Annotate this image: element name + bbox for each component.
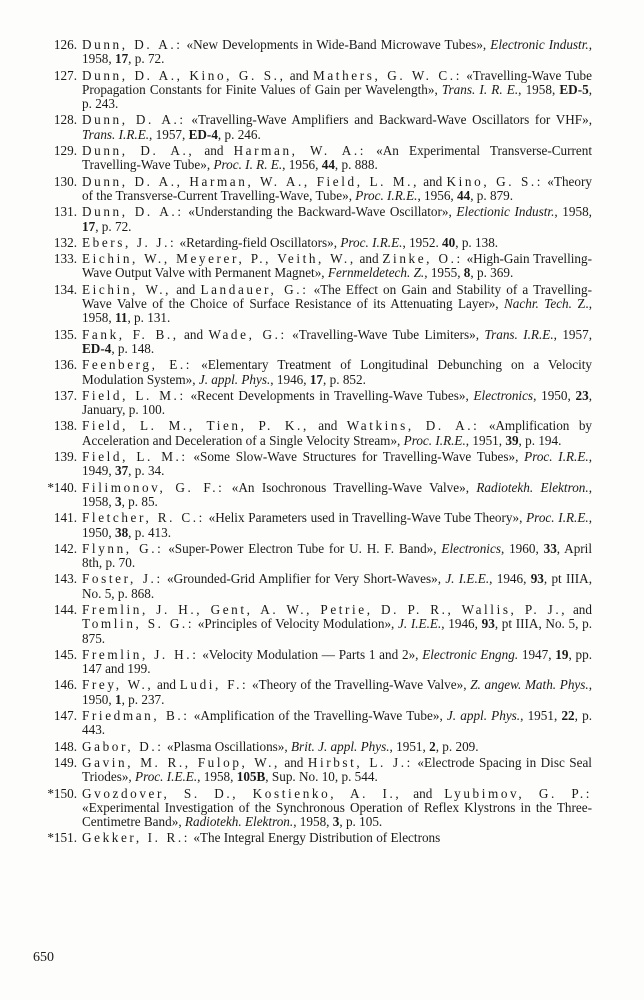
reference-text: , pt IIIA, No. 5, p. 875. <box>82 616 593 646</box>
reference-text: «Velocity Modulation — Parts 1 and 2», <box>198 646 423 662</box>
reference-number: 149. <box>53 754 77 770</box>
reference-entry <box>0 450 644 479</box>
reference-volume: 93 <box>481 616 495 632</box>
reference-authors: Field, L. M.: <box>82 449 188 465</box>
reference-text: «Electrode Spacing in Disc Seal Triodes», <box>82 754 592 785</box>
reference-journal: Proc. I.R.E. <box>340 234 403 250</box>
reference-volume: 105B <box>236 769 266 785</box>
reference-authors: Lyubimov, G. P.: <box>444 785 592 801</box>
reference-authors: Gekker, I. R.: <box>82 830 191 846</box>
reference-number: 135. <box>53 326 77 342</box>
reference-journal: J. I.E.E. <box>398 616 442 632</box>
reference-entry <box>0 787 644 830</box>
reference-text: , pt IIIA, No. 5, p. 868. <box>82 571 592 601</box>
reference-volume: 19 <box>555 646 569 662</box>
reference-text: , p. 237. <box>121 691 165 707</box>
reference-volume: 3 <box>332 814 340 830</box>
reference-text: «Super-Power Electron Tube for U. H. F. Band», <box>163 540 442 556</box>
reference-text: and <box>171 281 201 297</box>
reference-text: and <box>401 785 445 801</box>
reference-journal: Trans. I.R.E. <box>82 126 150 142</box>
reference-volume: 44 <box>457 187 471 203</box>
reference-volume: 40 <box>442 234 456 250</box>
reference-text: «The Integral Energy Distribution of Electrons <box>190 830 441 846</box>
reference-authors: Dunn, D. A., <box>82 143 195 159</box>
reference-entry <box>0 283 644 326</box>
reference-volume: 33 <box>543 540 557 556</box>
reference-text: , 1946, <box>270 371 310 387</box>
reference-journal: J. I.E.E. <box>445 571 490 587</box>
reference-text: , p. 138. <box>455 234 499 250</box>
reference-text: , 1956, <box>417 187 457 203</box>
reference-entry <box>0 69 644 112</box>
reference-text: , Sup. No. 10, p. 544. <box>265 769 378 785</box>
reference-number: 133. <box>53 251 77 267</box>
reference-text: and <box>567 601 592 617</box>
reference-text: «An Isochronous Travelling-Wave Valve», <box>224 479 477 495</box>
reference-number: 139. <box>53 449 77 465</box>
reference-text: , p. 369. <box>470 265 514 281</box>
reference-journal: J. appl. Phys. <box>198 371 271 387</box>
reference-journal: Proc. I.R.E. <box>355 187 418 203</box>
reference-text: , p. 72. <box>128 51 165 67</box>
reference-text: , p. 72. <box>95 218 132 234</box>
reference-authors: Tomlin, S. G.: <box>82 616 195 632</box>
reference-text: , p. 888. <box>334 157 378 173</box>
reference-entry <box>0 511 644 540</box>
reference-journal: Electronics <box>473 387 534 403</box>
reference-journal: Trans. I. R. E. <box>441 81 519 97</box>
reference-text: «Elementary Treatment of Longitudinal Debunching on a Velocity Modulation System», <box>82 357 592 387</box>
reference-text: , p. 34. <box>128 463 165 479</box>
reference-text: , p. 443. <box>82 708 592 738</box>
reference-volume: ED-4 <box>188 126 218 142</box>
reference-text: «Grounded-Grid Amplifier for Very Short-Waves», <box>162 571 446 587</box>
page-number: 650 <box>33 950 54 965</box>
reference-entry <box>0 481 644 510</box>
reference-number: 130. <box>53 173 77 189</box>
reference-journal: Electronics <box>441 540 501 556</box>
reference-text: , 1951, <box>465 432 506 448</box>
reference-journal: Radiotekh. Elektron. <box>476 479 589 495</box>
reference-text: , p. 148. <box>111 340 155 356</box>
reference-number: 142. <box>53 540 77 556</box>
reference-number: 146. <box>53 677 77 693</box>
reference-number: 134. <box>53 281 77 297</box>
reference-text: , 1958, <box>518 81 560 97</box>
reference-authors: Fank, F. B., <box>82 326 179 342</box>
reference-text: , 1950, <box>533 387 576 403</box>
reference-text: «Principles of Velocity Modulation», <box>194 616 399 632</box>
reference-text: «Helix Parameters used in Travelling-Wave Tube Theory», <box>204 510 527 526</box>
reference-entry <box>0 419 644 448</box>
reference-journal: Radiotekh. Elektron. <box>184 814 294 830</box>
reference-text: and <box>418 173 447 189</box>
reference-authors: Gabor, D.: <box>82 738 164 754</box>
reference-entry <box>0 740 644 754</box>
reference-volume: 37 <box>114 463 129 479</box>
reference-entry <box>0 648 644 677</box>
reference-text: and <box>355 251 383 267</box>
reference-entry <box>0 38 644 67</box>
reference-authors: Wade, G.: <box>208 326 287 342</box>
reference-journal: Fernmeldetech. Z. <box>327 265 425 281</box>
reference-journal: Proc. I.R.E. <box>403 432 466 448</box>
reference-volume: 17 <box>114 51 129 67</box>
reference-text: Z., 1958, <box>82 296 593 326</box>
reference-authors: Friedman, B.: <box>82 708 190 724</box>
reference-number: 137. <box>53 387 77 403</box>
reference-list <box>0 38 644 848</box>
reference-journal: Brit. J. appl. Phys. <box>291 738 390 754</box>
reference-volume: 39 <box>505 432 519 448</box>
reference-entry <box>0 328 644 357</box>
reference-entry <box>0 542 644 571</box>
reference-text: , January, p. 100. <box>82 387 592 418</box>
reference-text: , 1955, <box>424 265 464 281</box>
reference-text: «Retarding-field Oscillators», <box>176 234 341 250</box>
reference-number: *151. <box>47 830 77 846</box>
reference-authors: Foster, J.: <box>82 571 163 587</box>
reference-number: 136. <box>53 357 77 373</box>
reference-text: «The Effect on Gain and Stability of a Travelling-Wave Valve of the Choice of Surface Resistance of its Attenuating Layer», <box>82 281 593 312</box>
reference-text: , p. 243. <box>82 81 592 112</box>
reference-text: , 1957, <box>149 126 189 142</box>
reference-entry <box>0 756 644 785</box>
reference-authors: Landauer, G.: <box>200 281 309 297</box>
reference-journal: Nachr. Tech. <box>504 296 572 312</box>
reference-authors: Hirbst, L. J.: <box>307 754 413 770</box>
reference-journal: Proc. I. R. E. <box>213 157 283 173</box>
reference-entry <box>0 389 644 418</box>
reference-text: 1947, <box>518 646 556 662</box>
reference-text: , 1958, <box>82 37 592 67</box>
reference-text: , p. 131. <box>127 310 171 326</box>
reference-authors: Ludi, F.: <box>179 677 249 693</box>
reference-entry <box>0 113 644 142</box>
reference-text: , 1958, <box>554 204 592 220</box>
reference-authors: Gavin, M. R., Fulop, W., <box>82 754 280 770</box>
reference-text: , 1958, <box>293 814 333 830</box>
reference-authors: Watkins, D. A.: <box>346 418 480 434</box>
reference-authors: Dunn, D. A.: <box>82 204 184 220</box>
reference-text: , 1951, <box>520 708 562 724</box>
reference-text: , p. 194. <box>518 432 562 448</box>
reference-volume: 17 <box>309 371 324 387</box>
reference-text: , 1951, <box>389 738 430 754</box>
reference-journal: Proc. I.E.E. <box>135 769 198 785</box>
reference-text: , p. 209. <box>435 738 479 754</box>
reference-text: , 1946, <box>441 616 482 632</box>
reference-text: «Understanding the Backward-Wave Oscillator», <box>183 204 457 220</box>
reference-authors: Eichin, W., <box>82 281 172 297</box>
reference-text: , 1950, <box>82 510 592 540</box>
reference-number: 147. <box>53 708 77 724</box>
reference-entry <box>0 252 644 281</box>
reference-text: «Travelling-Wave Tube Propagation Constants for Finite Values of Gain per Wavelength», <box>82 67 592 97</box>
reference-journal: Proc. I.R.E. <box>526 510 589 526</box>
reference-text: «Theory of the Travelling-Wave Valve», <box>248 677 471 693</box>
reference-text: , pp. 147 and 199. <box>82 646 593 677</box>
reference-authors: Eichin, W., Meyerer, P., Veith, W., <box>82 251 356 267</box>
reference-volume: 8 <box>463 265 471 281</box>
reference-text: , April 8th, p. 70. <box>82 540 593 571</box>
reference-journal: Z. angew. Math. Phys. <box>470 677 589 693</box>
reference-authors: Fletcher, R. C.: <box>82 510 205 526</box>
reference-number: 148. <box>53 738 77 754</box>
reference-journal: Proc. I.R.E. <box>524 449 589 465</box>
reference-text: and <box>153 677 180 693</box>
reference-number: 141. <box>53 510 77 526</box>
reference-authors: Dunn, D. A.: <box>82 112 186 128</box>
reference-text: , 1950, <box>82 677 593 707</box>
reference-entry <box>0 236 644 250</box>
reference-text: and <box>308 418 347 434</box>
reference-authors: Ebers, J. J.: <box>82 234 177 250</box>
reference-text: , 1960, <box>500 540 544 556</box>
reference-text: , p. 879. <box>470 187 514 203</box>
reference-authors: Zinke, O.: <box>382 251 463 267</box>
reference-authors: Field, L. M.: <box>82 387 186 403</box>
reference-entry <box>0 144 644 173</box>
reference-text: «Plasma Oscillations», <box>163 738 291 754</box>
reference-text: «Theory of the Transverse-Current Travelling-Wave, Tube», <box>82 173 592 203</box>
reference-text: , p. 85. <box>121 493 158 509</box>
reference-volume: 2 <box>429 738 436 754</box>
reference-entry <box>0 358 644 387</box>
reference-text: , 1957, <box>553 326 593 342</box>
reference-volume: 22 <box>561 708 575 724</box>
reference-text: «High-Gain Travelling-Wave Output Valve with Permanent Magnet», <box>82 251 592 281</box>
reference-number: 144. <box>53 601 77 617</box>
reference-text: , 1946, <box>489 571 531 587</box>
reference-volume: ED-4 <box>82 340 112 356</box>
reference-number: 132. <box>53 234 77 250</box>
reference-entry <box>0 831 644 845</box>
reference-authors: Field, L. M., Tien, P. K., <box>82 418 309 434</box>
reference-entry <box>0 709 644 738</box>
reference-number: *150. <box>47 785 77 801</box>
reference-text: «Travelling-Wave Tube Limiters», <box>286 326 485 342</box>
reference-number: 143. <box>53 571 77 587</box>
reference-text: «An Experimental Transverse-Current Travelling-Wave Tube», <box>82 143 592 173</box>
reference-volume: 44 <box>321 157 335 173</box>
reference-volume: 93 <box>530 571 544 587</box>
reference-authors: Harman, W. A.: <box>233 143 367 159</box>
reference-volume: 17 <box>82 218 96 234</box>
reference-text: «Amplification by Acceleration and Deceleration of a Single Velocity Stream», <box>82 418 593 448</box>
reference-volume: 23 <box>575 387 589 403</box>
reference-authors: Fremlin, J. H., Gent, A. W., Petrie, D. P. R., Wallis, P. J., <box>82 601 568 617</box>
reference-text: , p. 105. <box>339 814 383 830</box>
reference-volume: 3 <box>114 493 122 509</box>
reference-number: 127. <box>53 67 77 83</box>
reference-text: «Some Slow-Wave Structures for Travelling-Wave Tubes», <box>187 449 525 465</box>
reference-authors: Dunn, D. A.: <box>82 37 183 52</box>
reference-text: and <box>279 754 308 770</box>
reference-journal: J. appl. Phys. <box>446 708 521 724</box>
reference-journal: Electionic Industr. <box>456 204 555 220</box>
reference-text: , 1958, <box>82 479 592 509</box>
reference-number: 145. <box>53 646 77 662</box>
reference-text: , 1956, <box>282 157 322 173</box>
reference-text: «Travelling-Wave Amplifiers and Backward-Wave Oscillators for VHF», <box>185 112 592 128</box>
reference-volume: ED-5 <box>559 81 589 97</box>
reference-authors: Kino, G. S.: <box>446 173 544 189</box>
reference-number: 126. <box>53 37 77 52</box>
reference-volume: 11 <box>114 310 128 326</box>
reference-volume: 1 <box>114 691 122 707</box>
reference-text: , 1949, <box>82 449 592 479</box>
reference-entry <box>0 603 644 646</box>
reference-entry <box>0 205 644 234</box>
reference-text: , 1952. <box>402 234 443 250</box>
reference-journal: Electronic Industr. <box>490 37 589 52</box>
reference-text: and <box>285 67 314 83</box>
reference-authors: Feenberg, E.: <box>82 357 193 373</box>
reference-text: , p. 852. <box>323 371 366 387</box>
reference-text: , p. 246. <box>217 126 261 142</box>
reference-text: , p. 413. <box>128 524 172 540</box>
reference-text: and <box>178 326 209 342</box>
reference-authors: Flynn, G.: <box>82 540 164 556</box>
reference-authors: Gvozdover, S. D., Kostienko, A. I., <box>82 785 402 801</box>
reference-authors: Dunn, D. A., Harman, W. A., Field, L. M., <box>82 173 419 189</box>
reference-authors: Frey, W., <box>82 677 154 693</box>
reference-authors: Mathers, G. W. C.: <box>313 67 462 83</box>
reference-journal: Trans. I.R.E. <box>484 326 554 342</box>
reference-journal: Electronic Engng. <box>422 646 519 662</box>
reference-authors: Fremlin, J. H.: <box>82 646 199 662</box>
reference-entry <box>0 678 644 707</box>
reference-text: «New Developments in Wide-Band Microwave Tubes», <box>182 37 491 52</box>
reference-text: , 1958, <box>197 769 237 785</box>
reference-text: «Recent Developments in Travelling-Wave Tubes», <box>185 387 474 403</box>
reference-authors: Filimonov, G. F.: <box>82 479 225 495</box>
reference-number: 129. <box>53 143 77 159</box>
reference-number: 138. <box>53 418 77 434</box>
reference-volume: 38 <box>114 524 129 540</box>
reference-number: 131. <box>53 204 77 220</box>
reference-number: 128. <box>53 112 77 128</box>
reference-number: *140. <box>47 479 77 495</box>
reference-entry <box>0 572 644 601</box>
reference-entry <box>0 175 644 204</box>
reference-authors: Dunn, D. A., Kino, G. S., <box>82 67 286 83</box>
reference-text: and <box>194 143 234 159</box>
reference-text: «Amplification of the Travelling-Wave Tube», <box>189 708 447 724</box>
reference-text: «Experimental Investigation of the Synchronous Operation of Reflex Klystrons in the Three-Centimetre Band», <box>82 799 592 830</box>
